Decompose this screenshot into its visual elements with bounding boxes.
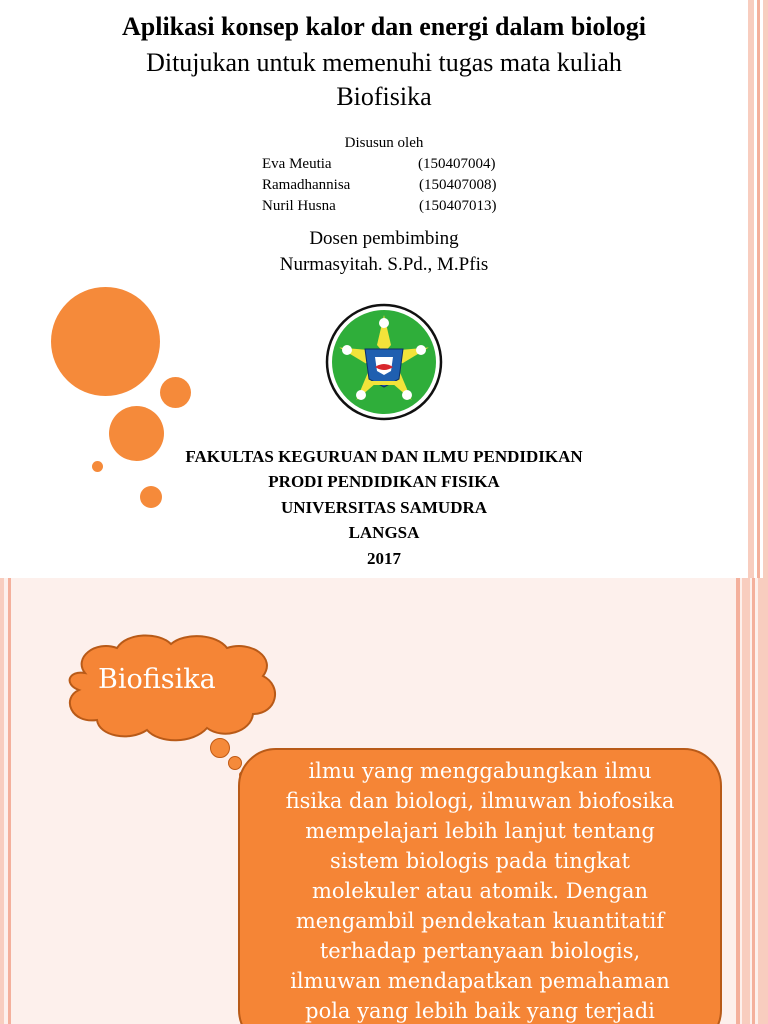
decorative-circle [160,377,191,408]
author-id: (150407008) [419,177,497,193]
advisor-name: Nurmasyitah. S.Pd., M.Pfis [279,254,489,275]
decorative-stripe [758,578,768,1024]
thought-bubble-dot [228,756,242,770]
decorative-circle [92,461,103,472]
definition-line: molekuler atau atomik. Dengan [311,879,649,903]
advisor-label: Dosen pembimbing [309,228,459,249]
definition-line: fisika dan biologi, ilmuwan biofosika [285,789,675,813]
author-name: Eva Meutia [262,156,332,172]
definition-line: mempelajari lebih lanjut tentang [305,819,655,843]
author-id: (150407004) [418,156,496,172]
definition-line: ilmu yang menggabungkan ilmu [308,759,652,783]
subtitle-line: Ditujukan untuk memenuhi tugas mata kuliah [146,48,622,77]
author-name: Ramadhannisa [262,177,351,193]
presentation-subtitle [0,46,768,114]
decorative-stripe [742,578,750,1024]
university-emblem-icon [325,303,443,421]
definition-box [238,748,722,1024]
slide-definition [0,578,768,1024]
decorative-circle [140,486,162,508]
year: 2017 [367,549,401,568]
cloud-label: Biofisika [98,664,216,695]
author-id: (150407013) [419,198,497,214]
definition-line: mengambil pendekatan kuantitatif [295,909,665,933]
presentation-title: Aplikasi konsep kalor dan energi dalam biologi [122,12,646,41]
decorative-stripe [8,578,11,1024]
definition-line: ilmuwan mendapatkan pemahaman [290,969,670,993]
definition-line: sistem biologis pada tingkat [330,849,630,873]
city-name: LANGSA [348,523,420,542]
decorative-stripe [752,578,755,1024]
decorative-circle [109,406,164,461]
decorative-circle [51,287,160,396]
decorative-stripe [0,578,4,1024]
definition-line: pola yang lebih baik yang terjadi [305,999,655,1023]
definition-line: terhadap pertanyaan biologis, [319,939,641,963]
prepared-by-label: Disusun oleh [344,135,424,151]
thought-bubble-dot [210,738,230,758]
program-name: PRODI PENDIDIKAN FISIKA [268,472,500,491]
university-name: UNIVERSITAS SAMUDRA [280,498,488,517]
subtitle-line: Biofisika [336,82,432,111]
author-name: Nuril Husna [262,198,336,214]
decorative-stripe [736,578,740,1024]
faculty-name: FAKULTAS KEGURUAN DAN ILMU PENDIDIKAN [185,447,583,466]
